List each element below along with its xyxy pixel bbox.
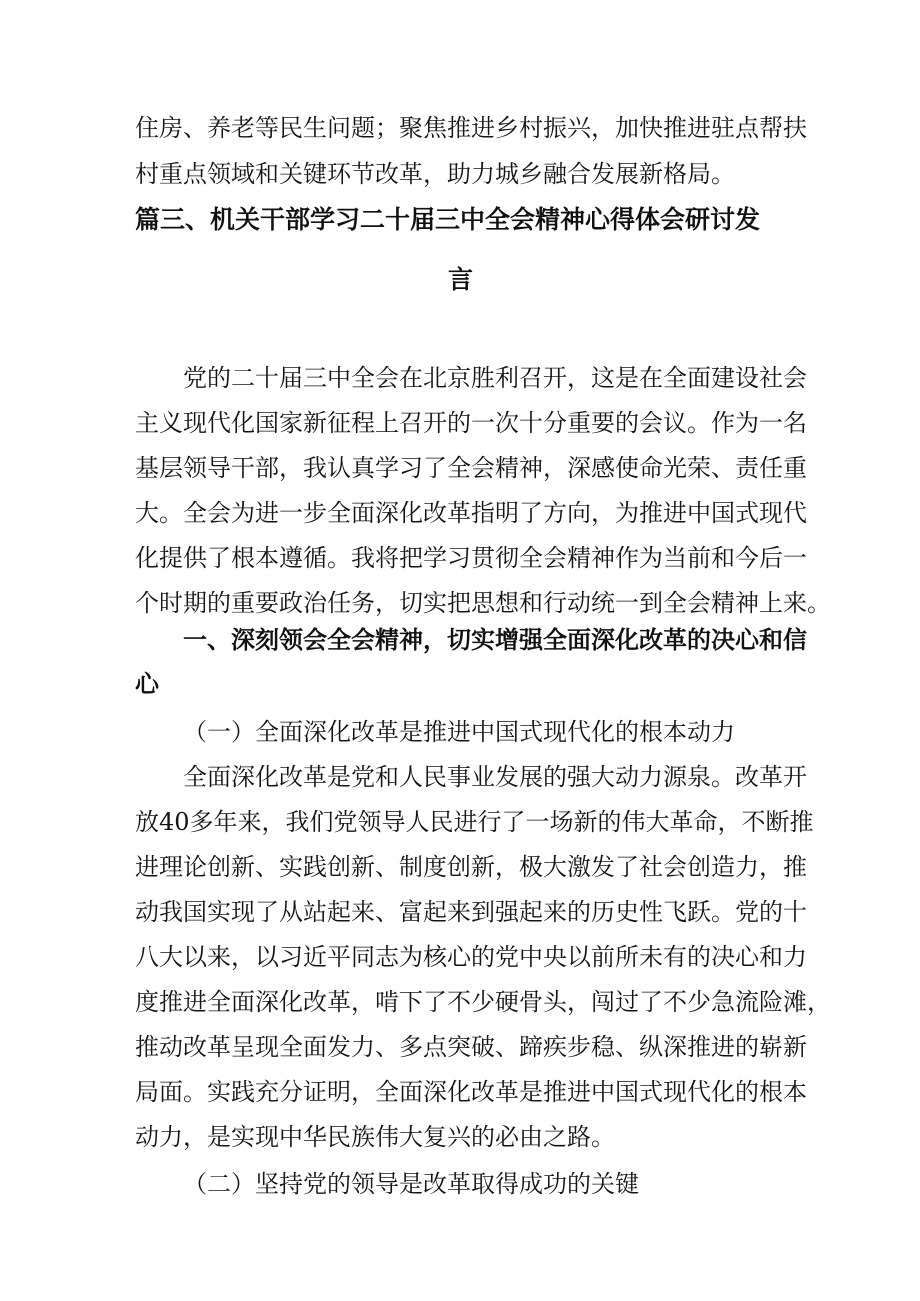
subheading-1: （一）全面深化改革是推进中国式现代化的根本动力 [183, 718, 735, 746]
body-1-line-6: 度推进全面深化改革，啃下了不少硬骨头，闯过了不少急流险滩， [135, 988, 831, 1016]
body-1-line-8: 局面。实践充分证明，全面深化改革是推进中国式现代化的根本 [135, 1078, 807, 1106]
intro-line-4: 大。全会为进一步全面深化改革指明了方向，为推进中国式现代 [135, 499, 807, 527]
body-1-line-9: 动力，是实现中华民族伟大复兴的必由之路。 [135, 1123, 615, 1151]
subheading-2: （二）坚持党的领导是改革取得成功的关键 [183, 1170, 639, 1198]
intro-line-1: 党的二十届三中全会在北京胜利召开，这是在全面建设社会 [183, 364, 807, 392]
section-title-line-1: 篇三、机关干部学习二十届三中全会精神心得体会研讨发 [135, 205, 761, 234]
continuation-line-2: 村重点领域和关键环节改革，助力城乡融合发展新格局。 [135, 160, 735, 188]
body-1-line-7: 推动改革呈现全面发力、多点突破、蹄疾步稳、纵深推进的崭新 [135, 1033, 807, 1061]
heading-1-line-1: 一、深刻领会全会精神，切实增强全面深化改革的决心和信 [183, 626, 807, 654]
intro-line-3: 基层领导干部，我认真学习了全会精神，深感使命光荣、责任重 [135, 454, 807, 482]
section-title-line-2: 言 [448, 265, 474, 294]
body-1-line-5: 八大以来，以习近平同志为核心的党中央以前所未有的决心和力 [135, 943, 807, 971]
intro-line-2: 主义现代化国家新征程上召开的一次十分重要的会议。作为一名 [135, 409, 807, 437]
body-1-line-4: 动我国实现了从站起来、富起来到强起来的历史性飞跃。党的十 [135, 898, 807, 926]
body-1-line-3: 进理论创新、实践创新、制度创新，极大激发了社会创造力，推 [135, 853, 807, 881]
body-1-line-2: 放40多年来，我们党领导人民进行了一场新的伟大革命，不断推 [135, 808, 814, 836]
body-1-line-1: 全面深化改革是党和人民事业发展的强大动力源泉。改革开 [183, 763, 807, 791]
continuation-line-1: 住房、养老等民生问题；聚焦推进乡村振兴，加快推进驻点帮扶 [135, 114, 807, 142]
heading-1-line-2: 心 [135, 670, 159, 698]
intro-line-5: 化提供了根本遵循。我将把学习贯彻全会精神作为当前和今后一 [135, 544, 807, 572]
intro-line-6: 个时期的重要政治任务，切实把思想和行动统一到全会精神上来。 [135, 589, 831, 617]
